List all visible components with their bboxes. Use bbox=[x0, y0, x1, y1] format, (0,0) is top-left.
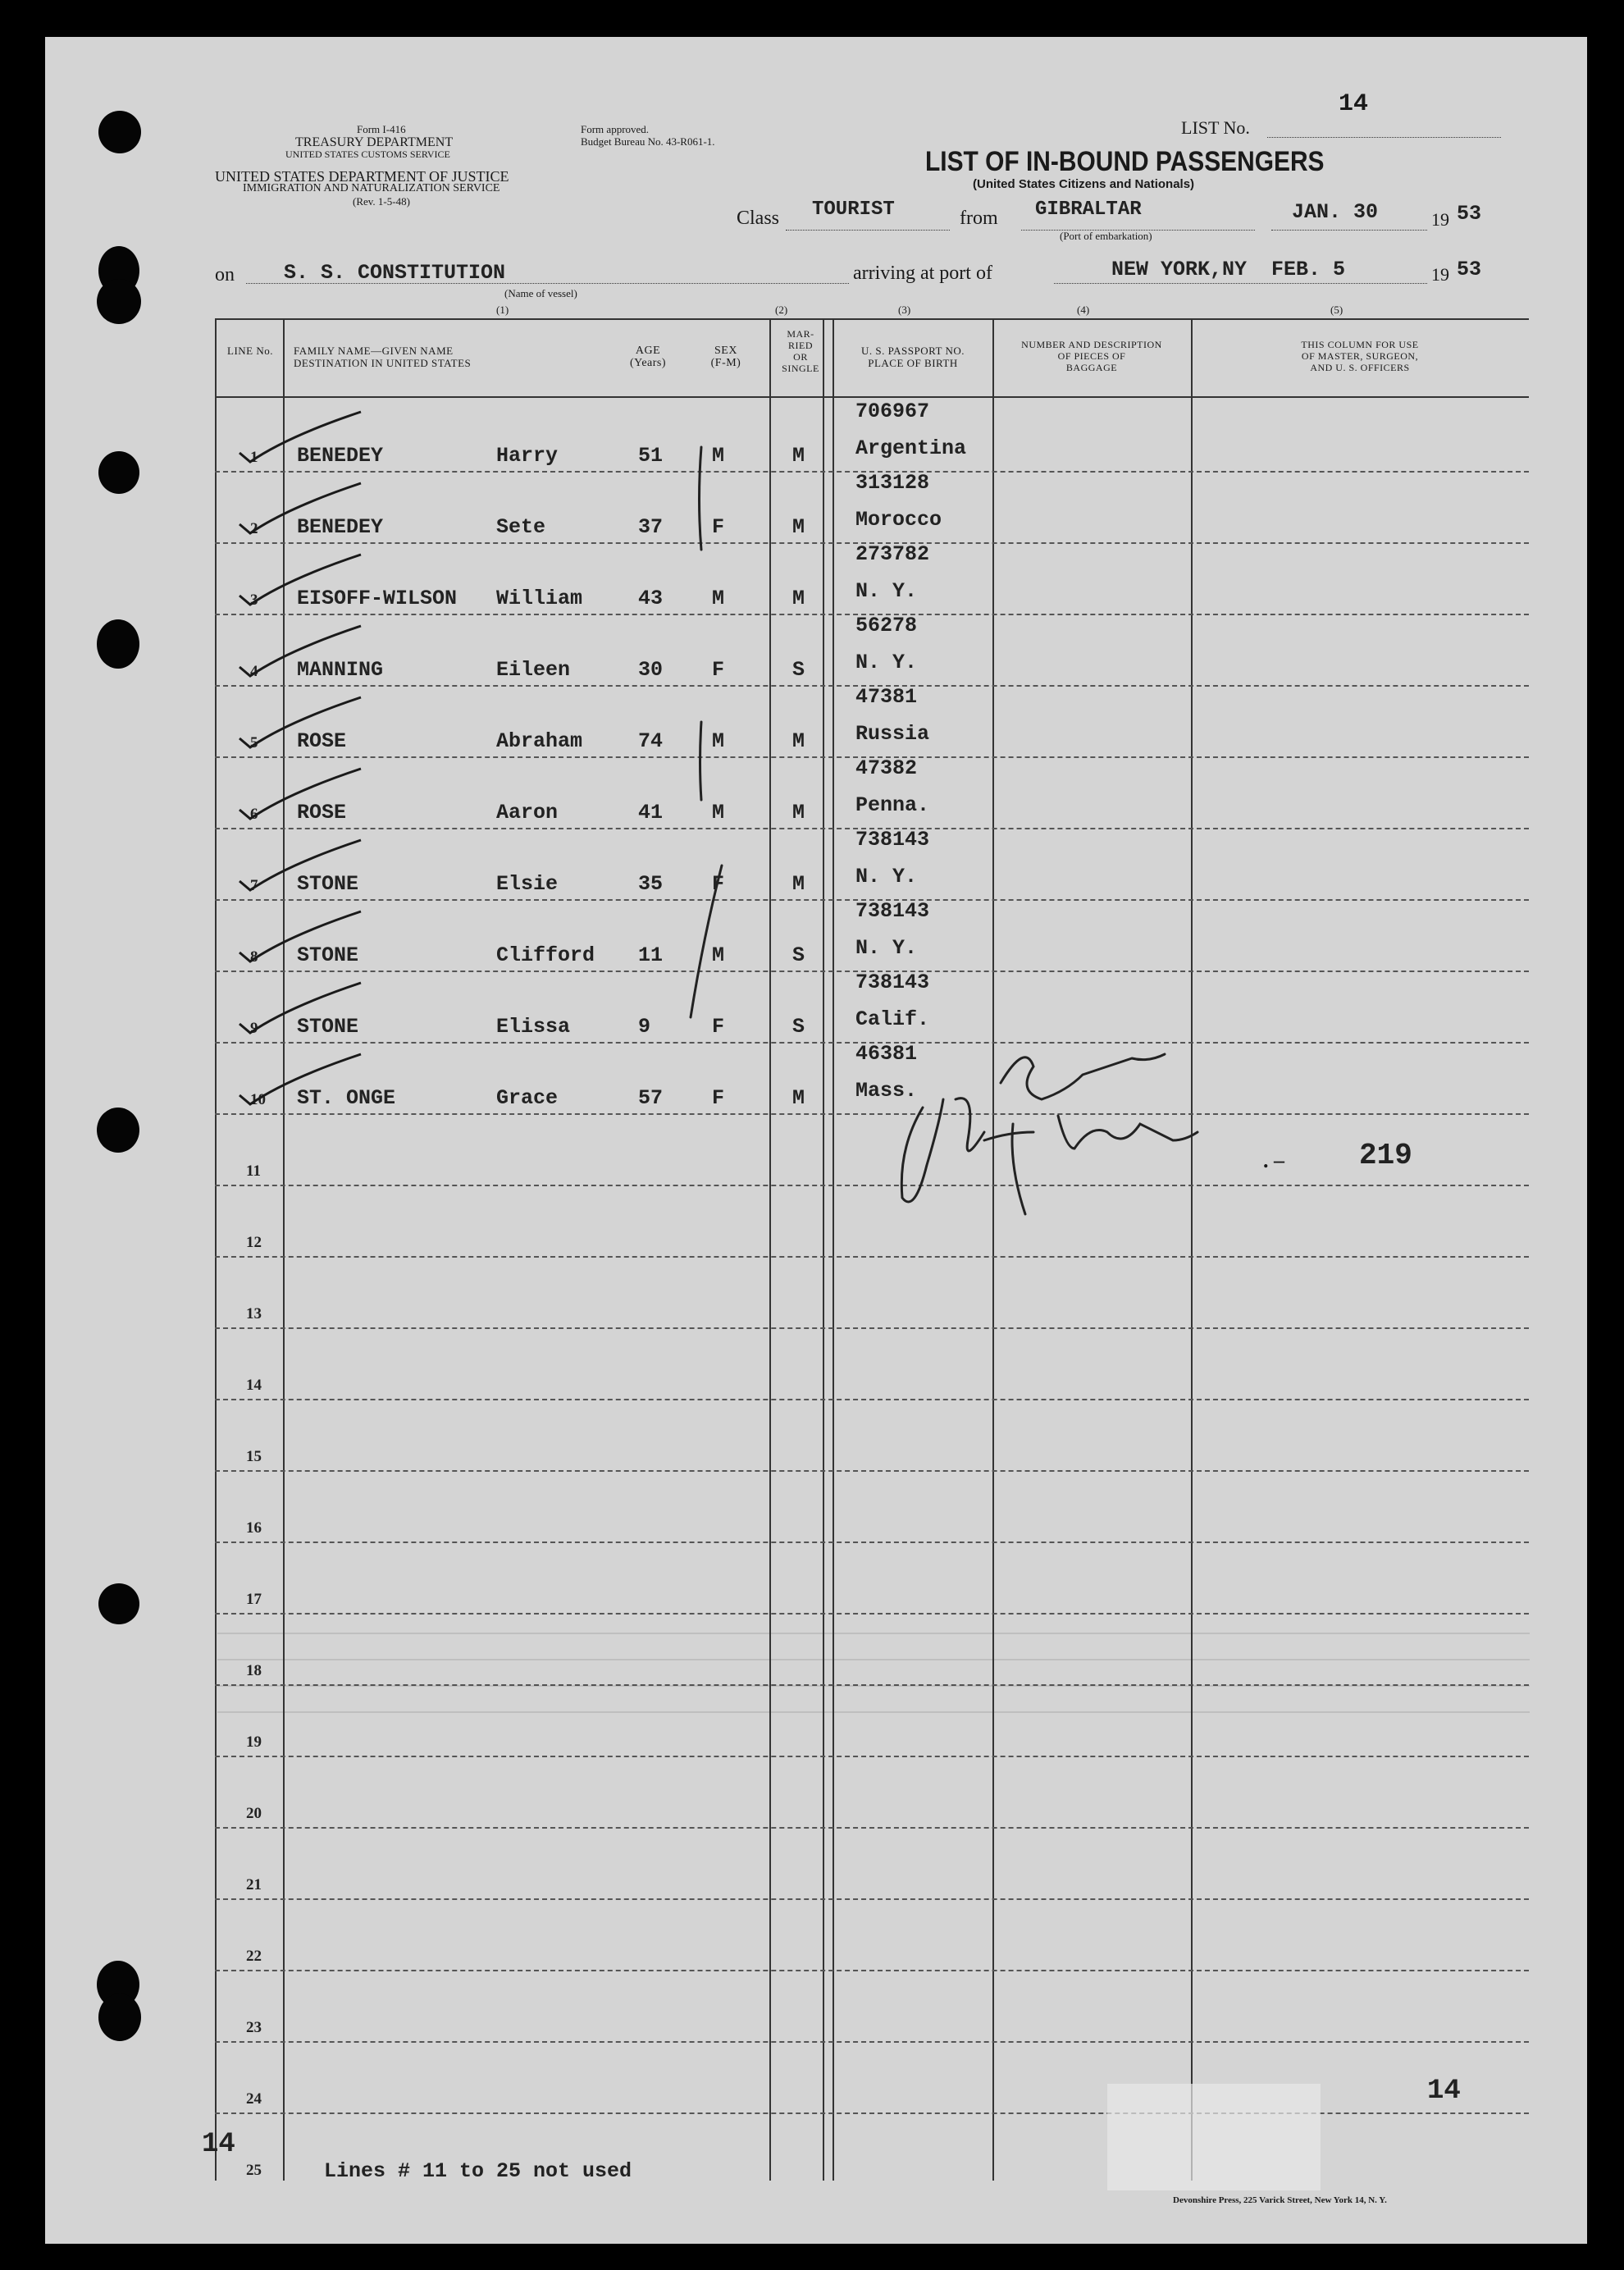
line-number: 7 bbox=[250, 877, 258, 894]
check-mark bbox=[239, 983, 361, 1033]
stamp-dashes: . – bbox=[1263, 1149, 1284, 1172]
passenger-family-name: ROSE bbox=[297, 801, 347, 824]
passenger-age: 30 bbox=[638, 658, 664, 682]
class-label: Class bbox=[737, 208, 780, 229]
check-mark bbox=[239, 697, 361, 747]
passenger-marital-status: M bbox=[792, 515, 805, 539]
passenger-age: 57 bbox=[638, 1086, 664, 1110]
paper-patch bbox=[1107, 2084, 1321, 2190]
on-label: on bbox=[215, 264, 235, 285]
passenger-passport-no: 706967 bbox=[855, 400, 930, 423]
passenger-birth-place: N. Y. bbox=[855, 936, 918, 960]
passenger-marital-status: M bbox=[792, 801, 805, 824]
page-title: LIST OF IN-BOUND PASSENGERS bbox=[925, 146, 1325, 177]
passenger-marital-status: S bbox=[792, 658, 805, 682]
line-number: 4 bbox=[250, 663, 258, 680]
check-mark bbox=[239, 911, 361, 961]
header-name: FAMILY NAME—GIVEN NAME DESTINATION IN UNITED STATES bbox=[294, 345, 472, 369]
vessel-label: (Name of vessel) bbox=[504, 287, 577, 299]
passenger-birth-place: Mass. bbox=[855, 1079, 918, 1103]
check-mark bbox=[239, 769, 361, 819]
passenger-sex: F bbox=[712, 872, 725, 896]
page-number-left: 14 bbox=[202, 2129, 235, 2160]
stamp-number: 219 bbox=[1359, 1139, 1412, 1172]
customs-service: UNITED STATES CUSTOMS SERVICE bbox=[285, 148, 450, 160]
line-number: 22 bbox=[246, 1948, 262, 1965]
passenger-marital-status: M bbox=[792, 444, 805, 468]
justice-dept: UNITED STATES DEPARTMENT OF JUSTICE bbox=[215, 168, 509, 185]
passenger-given-name: William bbox=[496, 587, 583, 610]
passenger-given-name: Grace bbox=[496, 1086, 559, 1110]
line-number: 19 bbox=[246, 1733, 262, 1751]
passenger-birth-place: Penna. bbox=[855, 793, 930, 817]
line-number: 6 bbox=[250, 806, 258, 823]
line-number: 8 bbox=[250, 948, 258, 966]
port-embark-label: (Port of embarkation) bbox=[1060, 230, 1152, 242]
page-number-right: 14 bbox=[1427, 2076, 1461, 2107]
check-mark bbox=[239, 840, 361, 890]
passenger-marital-status: S bbox=[792, 943, 805, 967]
passenger-passport-no: 56278 bbox=[855, 614, 918, 637]
passenger-given-name: Elsie bbox=[496, 872, 559, 896]
passenger-age: 37 bbox=[638, 515, 664, 539]
budget-bureau: Budget Bureau No. 43-R061-1. bbox=[581, 135, 715, 148]
passenger-given-name: Clifford bbox=[496, 943, 595, 967]
arrival-date: FEB. 5 bbox=[1271, 258, 1346, 281]
passenger-given-name: Elissa bbox=[496, 1015, 571, 1039]
passenger-age: 41 bbox=[638, 801, 664, 824]
line-number: 1 bbox=[250, 449, 258, 466]
column-number: (1) bbox=[496, 304, 509, 316]
column-number: (3) bbox=[898, 304, 911, 316]
check-mark bbox=[239, 626, 361, 676]
line-number: 16 bbox=[246, 1519, 262, 1537]
column-number: (2) bbox=[775, 304, 788, 316]
check-mark bbox=[239, 412, 361, 462]
line-number: 3 bbox=[250, 591, 258, 609]
passenger-sex: F bbox=[712, 1015, 725, 1039]
header-officers: THIS COLUMN FOR USE OF MASTER, SURGEON, AND U. S. OFFICERS bbox=[1301, 339, 1419, 373]
depart-year: 53 bbox=[1457, 202, 1482, 226]
passenger-family-name: BENEDEY bbox=[297, 444, 384, 468]
embark-port: GIBRALTAR bbox=[1035, 199, 1142, 221]
passenger-sex: M bbox=[712, 587, 725, 610]
line-number: 2 bbox=[250, 520, 258, 537]
depart-year-prefix: 19 bbox=[1431, 209, 1449, 230]
passenger-birth-place: N. Y. bbox=[855, 865, 918, 888]
check-mark bbox=[239, 1054, 361, 1104]
passenger-family-name: ROSE bbox=[297, 729, 347, 753]
line-number: 13 bbox=[246, 1305, 262, 1322]
line-number: 10 bbox=[250, 1091, 266, 1108]
check-mark bbox=[239, 483, 361, 533]
printer-credit: Devonshire Press, 225 Varick Street, New York 14, N. Y. bbox=[1173, 2195, 1387, 2205]
line-number: 20 bbox=[246, 1805, 262, 1822]
line-number: 24 bbox=[246, 2090, 262, 2108]
passenger-sex: M bbox=[712, 729, 725, 753]
header-sex: SEX (F-M) bbox=[710, 345, 741, 369]
passenger-sex: F bbox=[712, 658, 725, 682]
passenger-given-name: Harry bbox=[496, 444, 559, 468]
passenger-sex: F bbox=[712, 1086, 725, 1110]
passenger-passport-no: 47381 bbox=[855, 685, 918, 709]
passenger-family-name: MANNING bbox=[297, 658, 384, 682]
page-subtitle: (United States Citizens and Nationals) bbox=[973, 177, 1195, 191]
line-number: 23 bbox=[246, 2019, 262, 2036]
departure-date: JAN. 30 bbox=[1292, 200, 1379, 224]
passenger-passport-no: 738143 bbox=[855, 971, 930, 994]
ins-label: IMMIGRATION AND NATURALIZATION SERVICE bbox=[243, 182, 500, 194]
passenger-birth-place: Argentina bbox=[855, 436, 967, 460]
line-number: 12 bbox=[246, 1234, 262, 1251]
passenger-family-name: STONE bbox=[297, 1015, 359, 1039]
passenger-family-name: STONE bbox=[297, 872, 359, 896]
class-value: TOURIST bbox=[812, 199, 895, 221]
treasury-dept: TREASURY DEPARTMENT bbox=[295, 135, 454, 149]
arrival-year: 53 bbox=[1457, 258, 1482, 281]
passenger-birth-place: Calif. bbox=[855, 1007, 930, 1031]
arriving-label: arriving at port of bbox=[853, 263, 992, 284]
list-no-label: LIST No. bbox=[1181, 117, 1250, 138]
passenger-given-name: Aaron bbox=[496, 801, 559, 824]
line-number: 17 bbox=[246, 1591, 262, 1608]
passenger-marital-status: M bbox=[792, 729, 805, 753]
passenger-given-name: Eileen bbox=[496, 658, 571, 682]
passenger-family-name: STONE bbox=[297, 943, 359, 967]
passenger-given-name: Sete bbox=[496, 515, 546, 539]
passenger-age: 11 bbox=[638, 943, 664, 967]
passenger-sex: F bbox=[712, 515, 725, 539]
line-number: 5 bbox=[250, 734, 258, 751]
passenger-birth-place: N. Y. bbox=[855, 651, 918, 674]
passenger-passport-no: 738143 bbox=[855, 828, 930, 852]
passenger-birth-place: Morocco bbox=[855, 508, 942, 532]
passenger-sex: M bbox=[712, 801, 725, 824]
passenger-age: 74 bbox=[638, 729, 664, 753]
line-number: 25 bbox=[246, 2162, 262, 2179]
passenger-marital-status: M bbox=[792, 587, 805, 610]
vessel-name: S. S. CONSTITUTION bbox=[284, 261, 506, 285]
passenger-marital-status: M bbox=[792, 872, 805, 896]
passenger-passport-no: 47382 bbox=[855, 756, 918, 780]
line-number: 21 bbox=[246, 1876, 262, 1893]
form-approved: Form approved. bbox=[581, 123, 650, 135]
passenger-passport-no: 46381 bbox=[855, 1042, 918, 1066]
bleed-through bbox=[217, 1608, 1530, 1821]
passenger-family-name: EISOFF-WILSON bbox=[297, 587, 458, 610]
column-number: (5) bbox=[1330, 304, 1343, 316]
line-number: 11 bbox=[246, 1162, 261, 1180]
passenger-given-name: Abraham bbox=[496, 729, 583, 753]
line-number: 18 bbox=[246, 1662, 262, 1679]
passenger-sex: M bbox=[712, 444, 725, 468]
arrival-port: NEW YORK,NY bbox=[1111, 258, 1248, 281]
header-baggage: NUMBER AND DESCRIPTION OF PIECES OF BAGGAGE bbox=[1021, 339, 1162, 373]
arrival-year-prefix: 19 bbox=[1431, 264, 1449, 285]
column-number: (4) bbox=[1077, 304, 1090, 316]
form-number: Form I-416 bbox=[357, 123, 406, 135]
passenger-family-name: BENEDEY bbox=[297, 515, 384, 539]
line-number: 9 bbox=[250, 1020, 258, 1037]
passenger-family-name: ST. ONGE bbox=[297, 1086, 396, 1110]
revision-date: (Rev. 1-5-48) bbox=[353, 195, 410, 208]
passenger-passport-no: 273782 bbox=[855, 542, 930, 566]
passenger-birth-place: N. Y. bbox=[855, 579, 918, 603]
from-label: from bbox=[960, 208, 998, 229]
passenger-age: 43 bbox=[638, 587, 664, 610]
passenger-birth-place: Russia bbox=[855, 722, 930, 746]
passenger-age: 51 bbox=[638, 444, 664, 468]
list-number: 14 bbox=[1339, 90, 1369, 118]
passenger-age: 35 bbox=[638, 872, 664, 896]
line-number: 14 bbox=[246, 1377, 262, 1394]
footer-note: Lines # 11 to 25 not used bbox=[324, 2159, 632, 2183]
passenger-marital-status: S bbox=[792, 1015, 805, 1039]
passenger-passport-no: 313128 bbox=[855, 471, 930, 495]
header-line-no: LINE No. bbox=[227, 345, 273, 357]
check-mark bbox=[239, 555, 361, 605]
passenger-sex: M bbox=[712, 943, 725, 967]
passenger-marital-status: M bbox=[792, 1086, 805, 1110]
line-number: 15 bbox=[246, 1448, 262, 1465]
passenger-passport-no: 738143 bbox=[855, 899, 930, 923]
passenger-age: 9 bbox=[638, 1015, 651, 1039]
header-age: AGE (Years) bbox=[629, 345, 667, 369]
header-married: MAR- RIED OR SINGLE bbox=[782, 328, 819, 374]
header-passport: U. S. PASSPORT NO. PLACE OF BIRTH bbox=[861, 345, 965, 369]
